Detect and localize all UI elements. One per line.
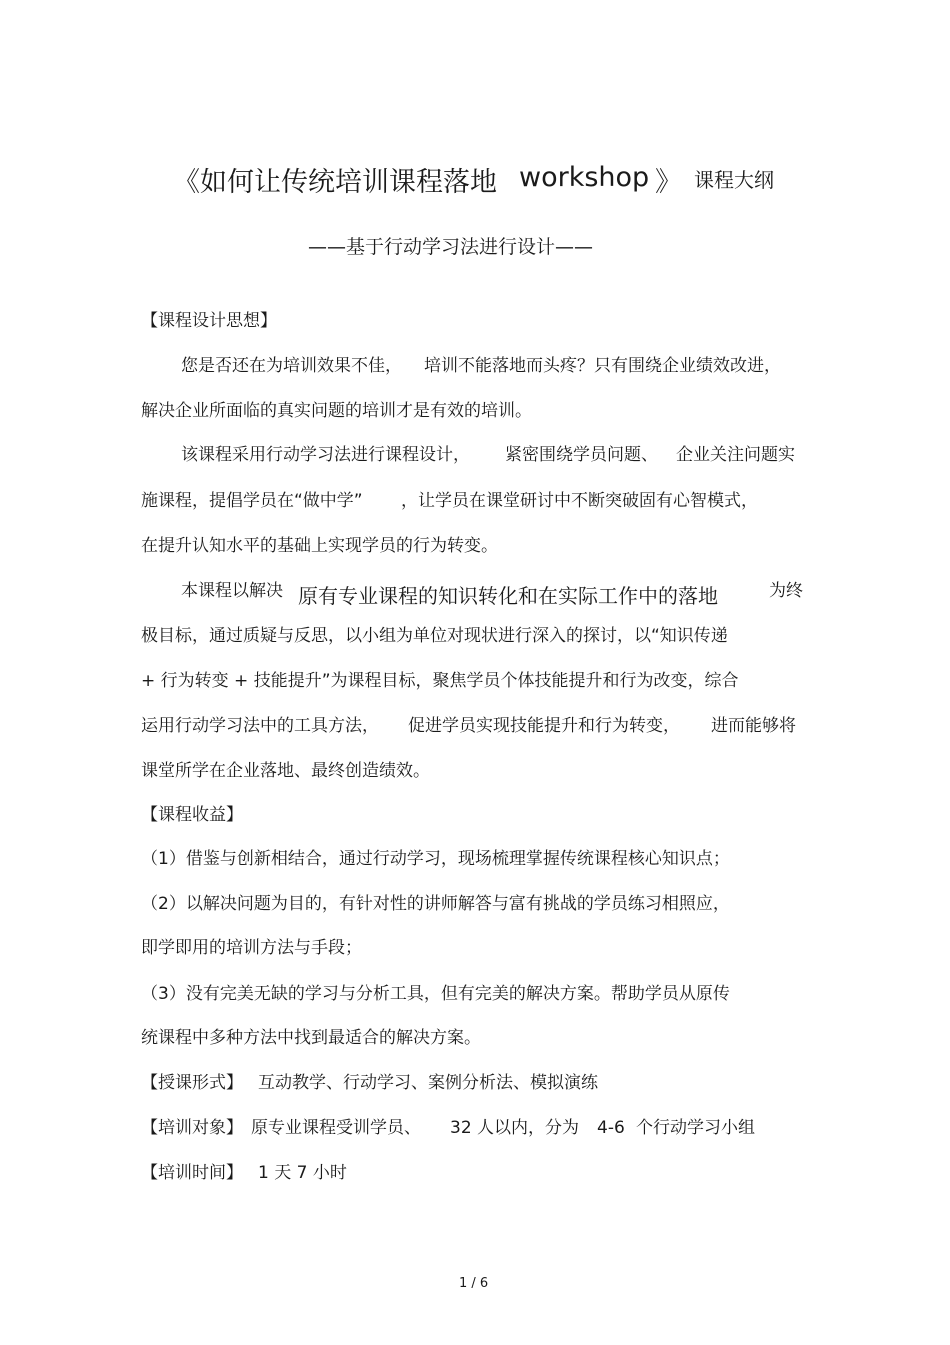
section-heading-benefits: 【课程收益】	[141, 805, 243, 825]
page-number: 1 / 6	[459, 1276, 489, 1291]
format-value: 互动教学、行动学习、案例分析法、模拟演练	[258, 1073, 598, 1093]
paragraph-line: 运用行动学习法中的工具方法，	[141, 716, 379, 736]
audience-value: 原专业课程受训学员、	[251, 1118, 421, 1138]
benefit-item: （2）以解决问题为目的，有针对性的讲师解答与富有挑战的学员练习相照应，	[141, 894, 730, 914]
paragraph-line: 培训不能落地而头疼？只有围绕企业绩效改进，	[424, 356, 781, 376]
paragraph-emphasis: 原有专业课程的知识转化和在实际工作中的落地	[298, 584, 718, 608]
paragraph-line: 本课程以解决	[181, 581, 283, 601]
section-heading-design: 【课程设计思想】	[141, 311, 277, 331]
doc-title-close: 》	[655, 167, 682, 198]
doc-title-suffix: 课程大纲	[694, 168, 774, 192]
audience-value: 个行动学习小组	[636, 1118, 755, 1138]
paragraph-line: 企业关注问题实	[676, 445, 795, 465]
audience-value: 32 人以内，分为	[450, 1118, 580, 1138]
format-heading: 【授课形式】	[141, 1073, 243, 1093]
paragraph-line: ，让学员在课堂研讨中不断突破固有心智模式，	[401, 491, 758, 511]
paragraph-line: + 行为转变 + 技能提升”为课程目标，聚焦学员个体技能提升和行为改变，综合	[141, 671, 739, 691]
doc-title: 《如何让传统培训课程落地	[173, 167, 497, 198]
paragraph-line: 该课程采用行动学习法进行课程设计，	[181, 445, 470, 465]
doc-subtitle: ——基于行动学习法进行设计——	[308, 236, 594, 258]
doc-title-english: workshop	[519, 162, 650, 193]
paragraph-line: 紧密围绕学员问题、	[505, 445, 658, 465]
paragraph-line: 在提升认知水平的基础上实现学员的行为转变。	[141, 536, 498, 556]
paragraph-line: 您是否还在为培训效果不佳，	[181, 356, 402, 376]
paragraph-line: 为终	[769, 581, 803, 601]
audience-heading: 【培训对象】	[141, 1118, 243, 1138]
paragraph-line: 促进学员实现技能提升和行为转变，	[408, 716, 680, 736]
paragraph-line: 进而能够将	[711, 716, 796, 736]
duration-value: 1 天 7 小时	[258, 1163, 347, 1183]
benefit-item: （1）借鉴与创新相结合，通过行动学习，现场梳理掌握传统课程核心知识点；	[141, 849, 730, 869]
benefit-item: 统课程中多种方法中找到最适合的解决方案。	[141, 1028, 481, 1048]
benefit-item: 即学即用的培训方法与手段；	[141, 938, 362, 958]
paragraph-line: 极目标，通过质疑与反思，以小组为单位对现状进行深入的探讨，以“知识传递	[141, 626, 728, 646]
benefit-item: （3）没有完美无缺的学习与分析工具，但有完美的解决方案。帮助学员从原传	[141, 984, 730, 1004]
duration-heading: 【培训时间】	[141, 1163, 243, 1183]
paragraph-line: 施课程，提倡学员在“做中学”	[141, 491, 363, 511]
paragraph-line: 解决企业所面临的真实问题的培训才是有效的培训。	[141, 401, 532, 421]
paragraph-line: 课堂所学在企业落地、最终创造绩效。	[141, 761, 430, 781]
audience-value: 4-6	[597, 1118, 625, 1138]
